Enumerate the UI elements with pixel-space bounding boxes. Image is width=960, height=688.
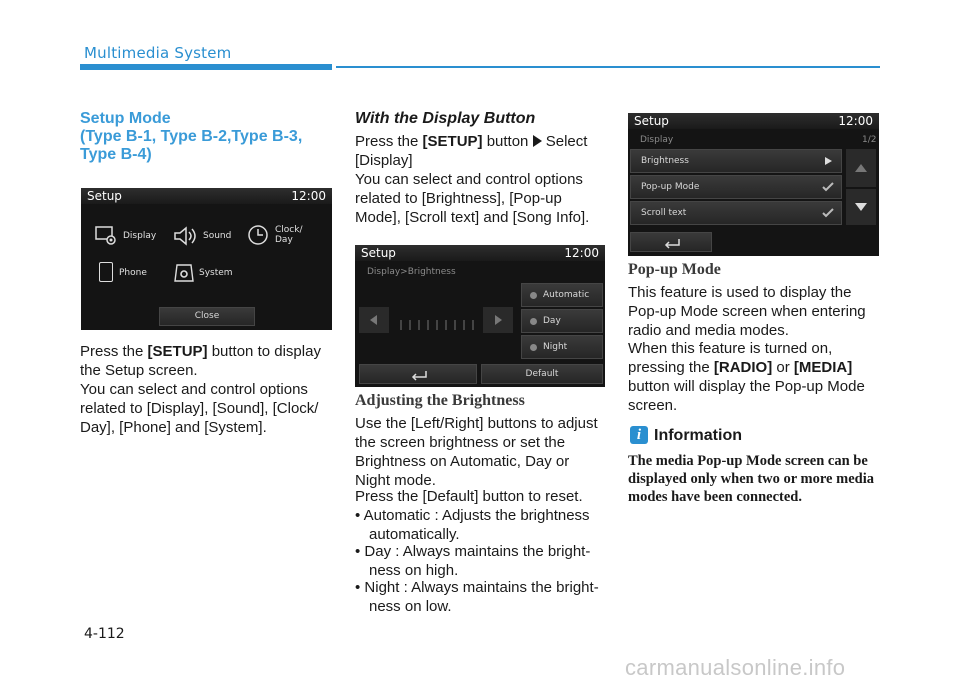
screen-title: Setup (87, 189, 122, 203)
setup-para-1: Press the [SETUP] button to display the Setup screen. (80, 343, 321, 379)
scroll-up-button[interactable] (846, 149, 876, 187)
information-icon: i (630, 426, 648, 444)
brightness-screen (355, 245, 605, 387)
clock-day-label[interactable]: Clock/ Day (275, 225, 303, 245)
display-subtitle: Display (640, 135, 674, 145)
display-settings-icon[interactable] (95, 226, 117, 242)
radio-dot-icon (530, 292, 537, 299)
display-label[interactable]: Display (123, 231, 157, 241)
back-button[interactable] (630, 232, 712, 252)
display-menu-screen (628, 113, 879, 256)
arrow-right-icon (533, 135, 542, 147)
left-arrow-button[interactable] (359, 307, 389, 333)
setup-para-2: You can select and control options related to [Display], [Sound], [Clock/ Day], [Phone] and [System]. (80, 381, 319, 436)
brightness-slider[interactable] (397, 317, 481, 327)
radio-dot-icon (530, 318, 537, 325)
popup-mode-heading: Pop-up Mode (628, 261, 721, 278)
information-title: Information (654, 427, 742, 444)
screen-clock: 12:00 (838, 114, 873, 128)
header-rule-thick (80, 64, 332, 70)
page-number: 4-112 (84, 626, 125, 642)
back-arrow-icon (663, 237, 681, 249)
breadcrumb: Display>Brightness (367, 267, 456, 277)
system-label[interactable]: System (199, 268, 233, 278)
brightness-para-1: Use the [Left/Right] buttons to adjust the screen brightness or set the Brightness on Automatic, Day or Night mode. (355, 415, 598, 489)
display-button-para-2: You can select and control options related to [Brightness], [Pop-up Mode], [Scroll text] and [Song Info]. (355, 171, 590, 226)
bullet-day: • Day : Always maintains the bright- ness on high. (355, 543, 591, 579)
adjusting-brightness-heading: Adjusting the Brightness (355, 392, 525, 409)
popup-mode-menu-item[interactable]: Pop-up Mode (630, 175, 842, 199)
popup-para-2: When this feature is turned on, pressing the [RADIO] or [MEDIA] button will display the Pop-up Mode screen. (628, 340, 865, 414)
close-button[interactable]: Close (159, 307, 255, 326)
page-indicator: 1/2 (862, 135, 877, 145)
checkmark-icon (821, 181, 835, 193)
radio-dot-icon (530, 344, 537, 351)
header-rule-thin (336, 66, 880, 68)
scroll-down-button[interactable] (846, 189, 876, 225)
display-button-para-1: Press the [SETUP] button Select [Display] (355, 133, 588, 169)
screen-clock: 12:00 (291, 189, 326, 203)
scroll-text-menu-item[interactable]: Scroll text (630, 201, 842, 225)
night-option[interactable]: Night (521, 335, 603, 359)
bullet-night: • Night : Always maintains the bright- ness on low. (355, 579, 599, 615)
watermark: carmanualsonline.info (625, 655, 846, 680)
right-arrow-button[interactable] (483, 307, 513, 333)
system-gear-icon[interactable] (173, 263, 195, 288)
screen-titlebar (355, 245, 605, 261)
phone-label[interactable]: Phone (119, 268, 147, 278)
back-button[interactable] (359, 364, 477, 384)
phone-icon[interactable] (99, 262, 113, 282)
display-button-heading: With the Display Button (355, 110, 536, 127)
default-button[interactable]: Default (481, 364, 603, 384)
play-arrow-icon (823, 156, 833, 166)
setup-mode-title: Setup Mode (Type B-1, Type B-2,Type B-3, Type B-4) (80, 110, 303, 163)
brightness-menu-item[interactable]: Brightness (630, 149, 842, 173)
bullet-automatic: • Automatic : Adjusts the brightness automatically. (355, 507, 590, 543)
popup-para-1: This feature is used to display the Pop-up Mode screen when entering radio and media modes. (628, 284, 866, 339)
checkmark-icon (821, 207, 835, 219)
brightness-para-2: Press the [Default] button to reset. (355, 488, 583, 505)
sound-label[interactable]: Sound (203, 231, 232, 241)
section-title: Multimedia System (84, 44, 232, 62)
information-text: The media Pop-up Mode screen can be displayed only when two or more media modes have been connected. (628, 453, 874, 505)
screen-titlebar (81, 188, 332, 204)
setup-screen (81, 188, 332, 330)
screen-clock: 12:00 (564, 246, 599, 260)
back-arrow-icon (410, 369, 428, 381)
clock-icon[interactable] (247, 224, 269, 251)
speaker-icon[interactable] (173, 226, 199, 251)
day-option[interactable]: Day (521, 309, 603, 333)
screen-title: Setup (634, 114, 669, 128)
automatic-option[interactable]: Automatic (521, 283, 603, 307)
screen-titlebar (628, 113, 879, 129)
screen-title: Setup (361, 246, 396, 260)
